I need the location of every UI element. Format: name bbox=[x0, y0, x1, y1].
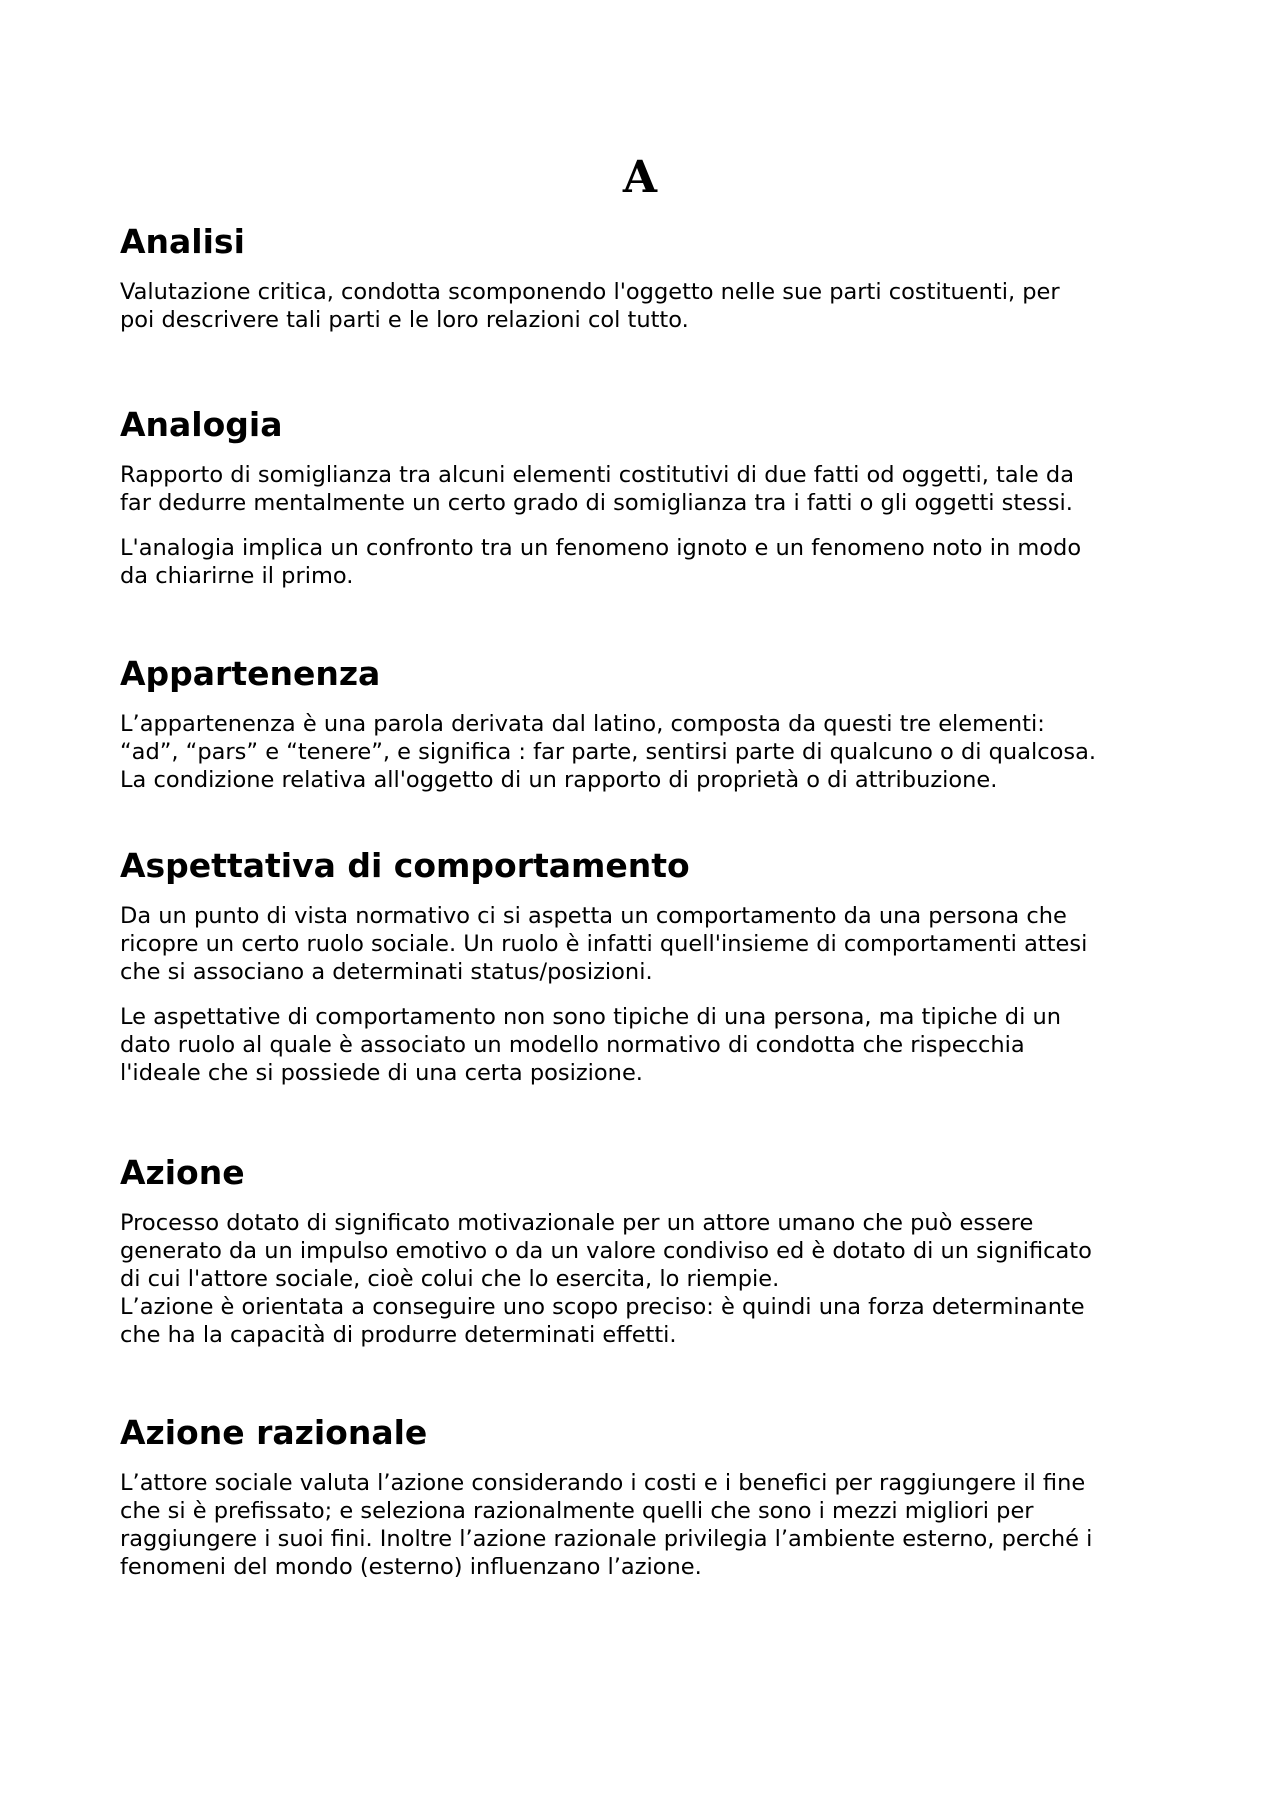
entry-definition bbox=[120, 710, 1170, 794]
definition-paragraph: Valutazione critica, condotta scomponendo l'oggetto nelle sue parti costituenti, per poi descrivere tali parti e le loro relazioni col tutto. bbox=[120, 279, 1060, 333]
glossary-entry-aspettativa-di-comportamento bbox=[120, 846, 1170, 1104]
definition-paragraph: Le aspettative di comportamento non sono tipiche di una persona, ma tipiche di un dato ruolo al quale è associato un modello normativo di condotta che rispecchia l'ideale che si possiede di una certa posizione. bbox=[120, 1004, 1061, 1086]
entry-term: Azione razionale bbox=[120, 1413, 428, 1452]
definition-paragraph: Rapporto di somiglianza tra alcuni elementi costitutivi di due fatti od oggetti, tale da far dedurre mentalmente un certo grado di somiglianza tra i fatti o gli oggetti stessi. bbox=[120, 462, 1074, 516]
glossary-entry-appartenenza bbox=[120, 654, 1170, 811]
definition-paragraph: Processo dotato di significato motivazionale per un attore umano che può essere generato da un impulso emotivo o da un valore condiviso ed è dotato di un significato di cui l'attore sociale, cioè colui che lo esercita, lo riempie. L’azione è orientata a conseguire uno scopo preciso: è quindi una forza determinante che ha la capacità di produrre determinati effetti. bbox=[120, 1210, 1092, 1348]
glossary-entry-analisi bbox=[120, 222, 1170, 351]
definition-paragraph: L’attore sociale valuta l’azione considerando i costi e i benefici per raggiungere il fine che si è prefissato; e seleziona razionalmente quelli che sono i mezzi migliori per raggiungere i suoi fini. Inoltre l’azione razionale privilegia l’ambiente esterno, perché i fenomeni del mondo (esterno) influenzano l’azione. bbox=[120, 1470, 1093, 1580]
entry-term: Analisi bbox=[120, 222, 245, 261]
definition-paragraph: Da un punto di vista normativo ci si aspetta un comportamento da una persona che ricopre un certo ruolo sociale. Un ruolo è infatti quell'insieme di comportamenti attesi che si associano a determinati status/posizioni. bbox=[120, 903, 1088, 985]
definition-paragraph: L’appartenenza è una parola derivata dal latino, composta da questi tre elementi: “ad”, “pars” e “tenere”, e significa : far parte, sentirsi parte di qualcuno o di qualcosa. La condizione relativa all'oggetto di un rapporto di proprietà o di attribuzione. bbox=[120, 711, 1097, 793]
entry-definition bbox=[120, 1469, 1170, 1581]
definition-paragraph: L'analogia implica un confronto tra un fenomeno ignoto e un fenomeno noto in modo da chiarirne il primo. bbox=[120, 535, 1082, 589]
entry-term: Analogia bbox=[120, 405, 283, 444]
entry-term: Aspettativa di comportamento bbox=[120, 846, 690, 885]
glossary-entry-azione-razionale bbox=[120, 1413, 1170, 1598]
entry-definition bbox=[120, 461, 1170, 590]
entry-term: Azione bbox=[120, 1153, 245, 1192]
glossary-entry-azione bbox=[120, 1153, 1170, 1366]
entry-definition bbox=[120, 1209, 1170, 1349]
section-letter-heading: A bbox=[622, 152, 658, 203]
glossary-entry-analogia bbox=[120, 405, 1170, 607]
entry-term: Appartenenza bbox=[120, 654, 381, 693]
entry-definition bbox=[120, 278, 1170, 334]
entry-definition bbox=[120, 902, 1170, 1087]
